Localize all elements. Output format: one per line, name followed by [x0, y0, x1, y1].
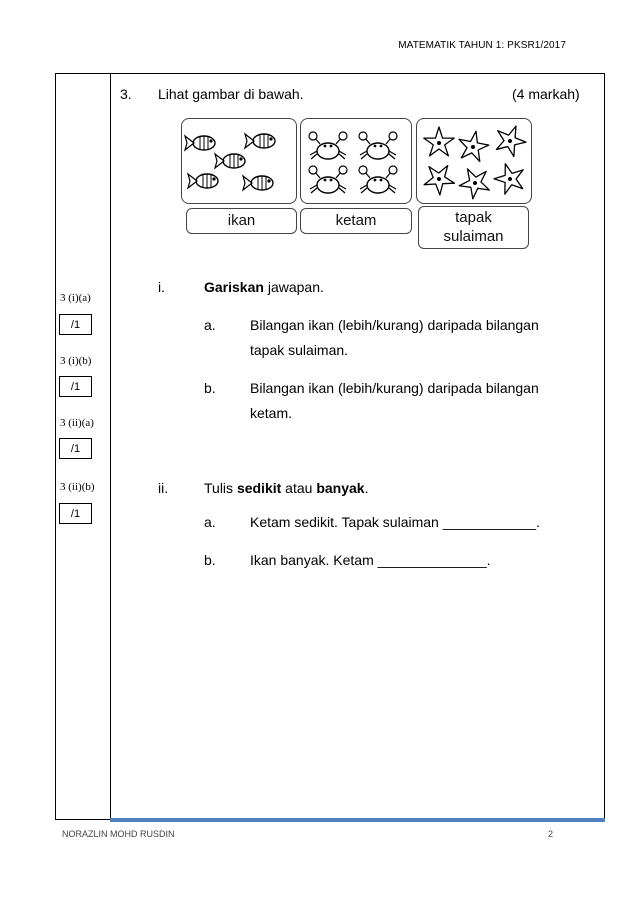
part-i-number: i. [158, 279, 165, 295]
footer-page-number: 2 [548, 829, 554, 839]
part-i-b-line2: ketam. [250, 405, 293, 421]
part-i-b-letter: b. [204, 380, 216, 396]
crab-icon [309, 132, 347, 159]
question-number: 3. [120, 86, 132, 102]
crab-group [301, 119, 411, 203]
part-i-instruction [204, 279, 324, 295]
starfish-icon [455, 161, 497, 203]
mark-label-3-ii-b: 3 (ii)(b) [60, 481, 95, 493]
starfish-icon [419, 157, 460, 198]
part-i-bold: Gariskan [204, 279, 264, 295]
fish-icon [243, 176, 273, 190]
label-tapak: tapak [455, 209, 492, 226]
part-ii-mid: atau [281, 480, 317, 496]
fish-icon [215, 154, 245, 168]
starfish-icon [456, 128, 491, 162]
fish-icon [245, 134, 275, 148]
part-i-rest: jawapan. [263, 279, 324, 295]
starfish-group [417, 119, 531, 203]
part-i-a-line2: tapak sulaiman. [250, 342, 349, 358]
mark-box-3-ii-b: /1 [59, 503, 92, 524]
question-marks: (4 markah) [512, 86, 580, 102]
mark-label-3-i-b: 3 (i)(b) [60, 355, 92, 367]
part-ii-b-letter: b. [204, 552, 216, 568]
starfish-icon [491, 120, 530, 158]
starfish-icon [491, 157, 531, 198]
footer-author: NORAZLIN MOHD RUSDIN [62, 829, 175, 839]
part-ii-bold-sedikit: sedikit [236, 480, 282, 496]
crab-icon [359, 166, 397, 193]
part-i-a-line1: Bilangan ikan (lebih/kurang) daripada bilangan [250, 317, 539, 333]
mark-label-3-ii-a: 3 (ii)(a) [60, 417, 94, 429]
mark-label-3-i-a: 3 (i)(a) [60, 292, 91, 304]
starfish-icon [424, 127, 454, 156]
mark-box-3-ii-a: /1 [59, 438, 92, 459]
part-ii-bold-banyak: banyak [316, 480, 365, 496]
fish-panel [181, 118, 297, 204]
part-ii-b-text: Ikan banyak. Ketam ______________. [250, 552, 491, 568]
fish-icon [188, 174, 218, 188]
starfish-panel [416, 118, 532, 204]
footer-rule [110, 818, 605, 822]
label-ikan: ikan [186, 208, 297, 234]
label-tapak-sulaiman [418, 206, 529, 249]
question-instruction: Lihat gambar di bawah. [158, 86, 304, 102]
crab-icon [359, 132, 397, 159]
part-ii-end: . [364, 480, 369, 496]
part-ii-pre: Tulis [204, 480, 237, 496]
part-ii-number: ii. [158, 480, 169, 496]
page-header: MATEMATIK TAHUN 1: PKSR1/2017 [398, 40, 566, 51]
part-i-b-line1: Bilangan ikan (lebih/kurang) daripada bilangan [250, 380, 539, 396]
label-ketam: ketam [300, 208, 412, 234]
part-i-a-letter: a. [204, 317, 216, 333]
part-ii-instruction [204, 480, 368, 496]
part-ii-a-letter: a. [204, 514, 216, 530]
part-ii-a-text: Ketam sedikit. Tapak sulaiman ____________. [250, 514, 541, 530]
mark-box-3-i-b: /1 [59, 376, 92, 397]
crab-panel [300, 118, 412, 204]
crab-icon [309, 166, 347, 193]
fish-icon [185, 136, 215, 150]
mark-box-3-i-a: /1 [59, 314, 92, 335]
label-sulaiman: sulaiman [443, 228, 504, 245]
fish-group [182, 119, 296, 203]
margin-divider [110, 73, 111, 820]
